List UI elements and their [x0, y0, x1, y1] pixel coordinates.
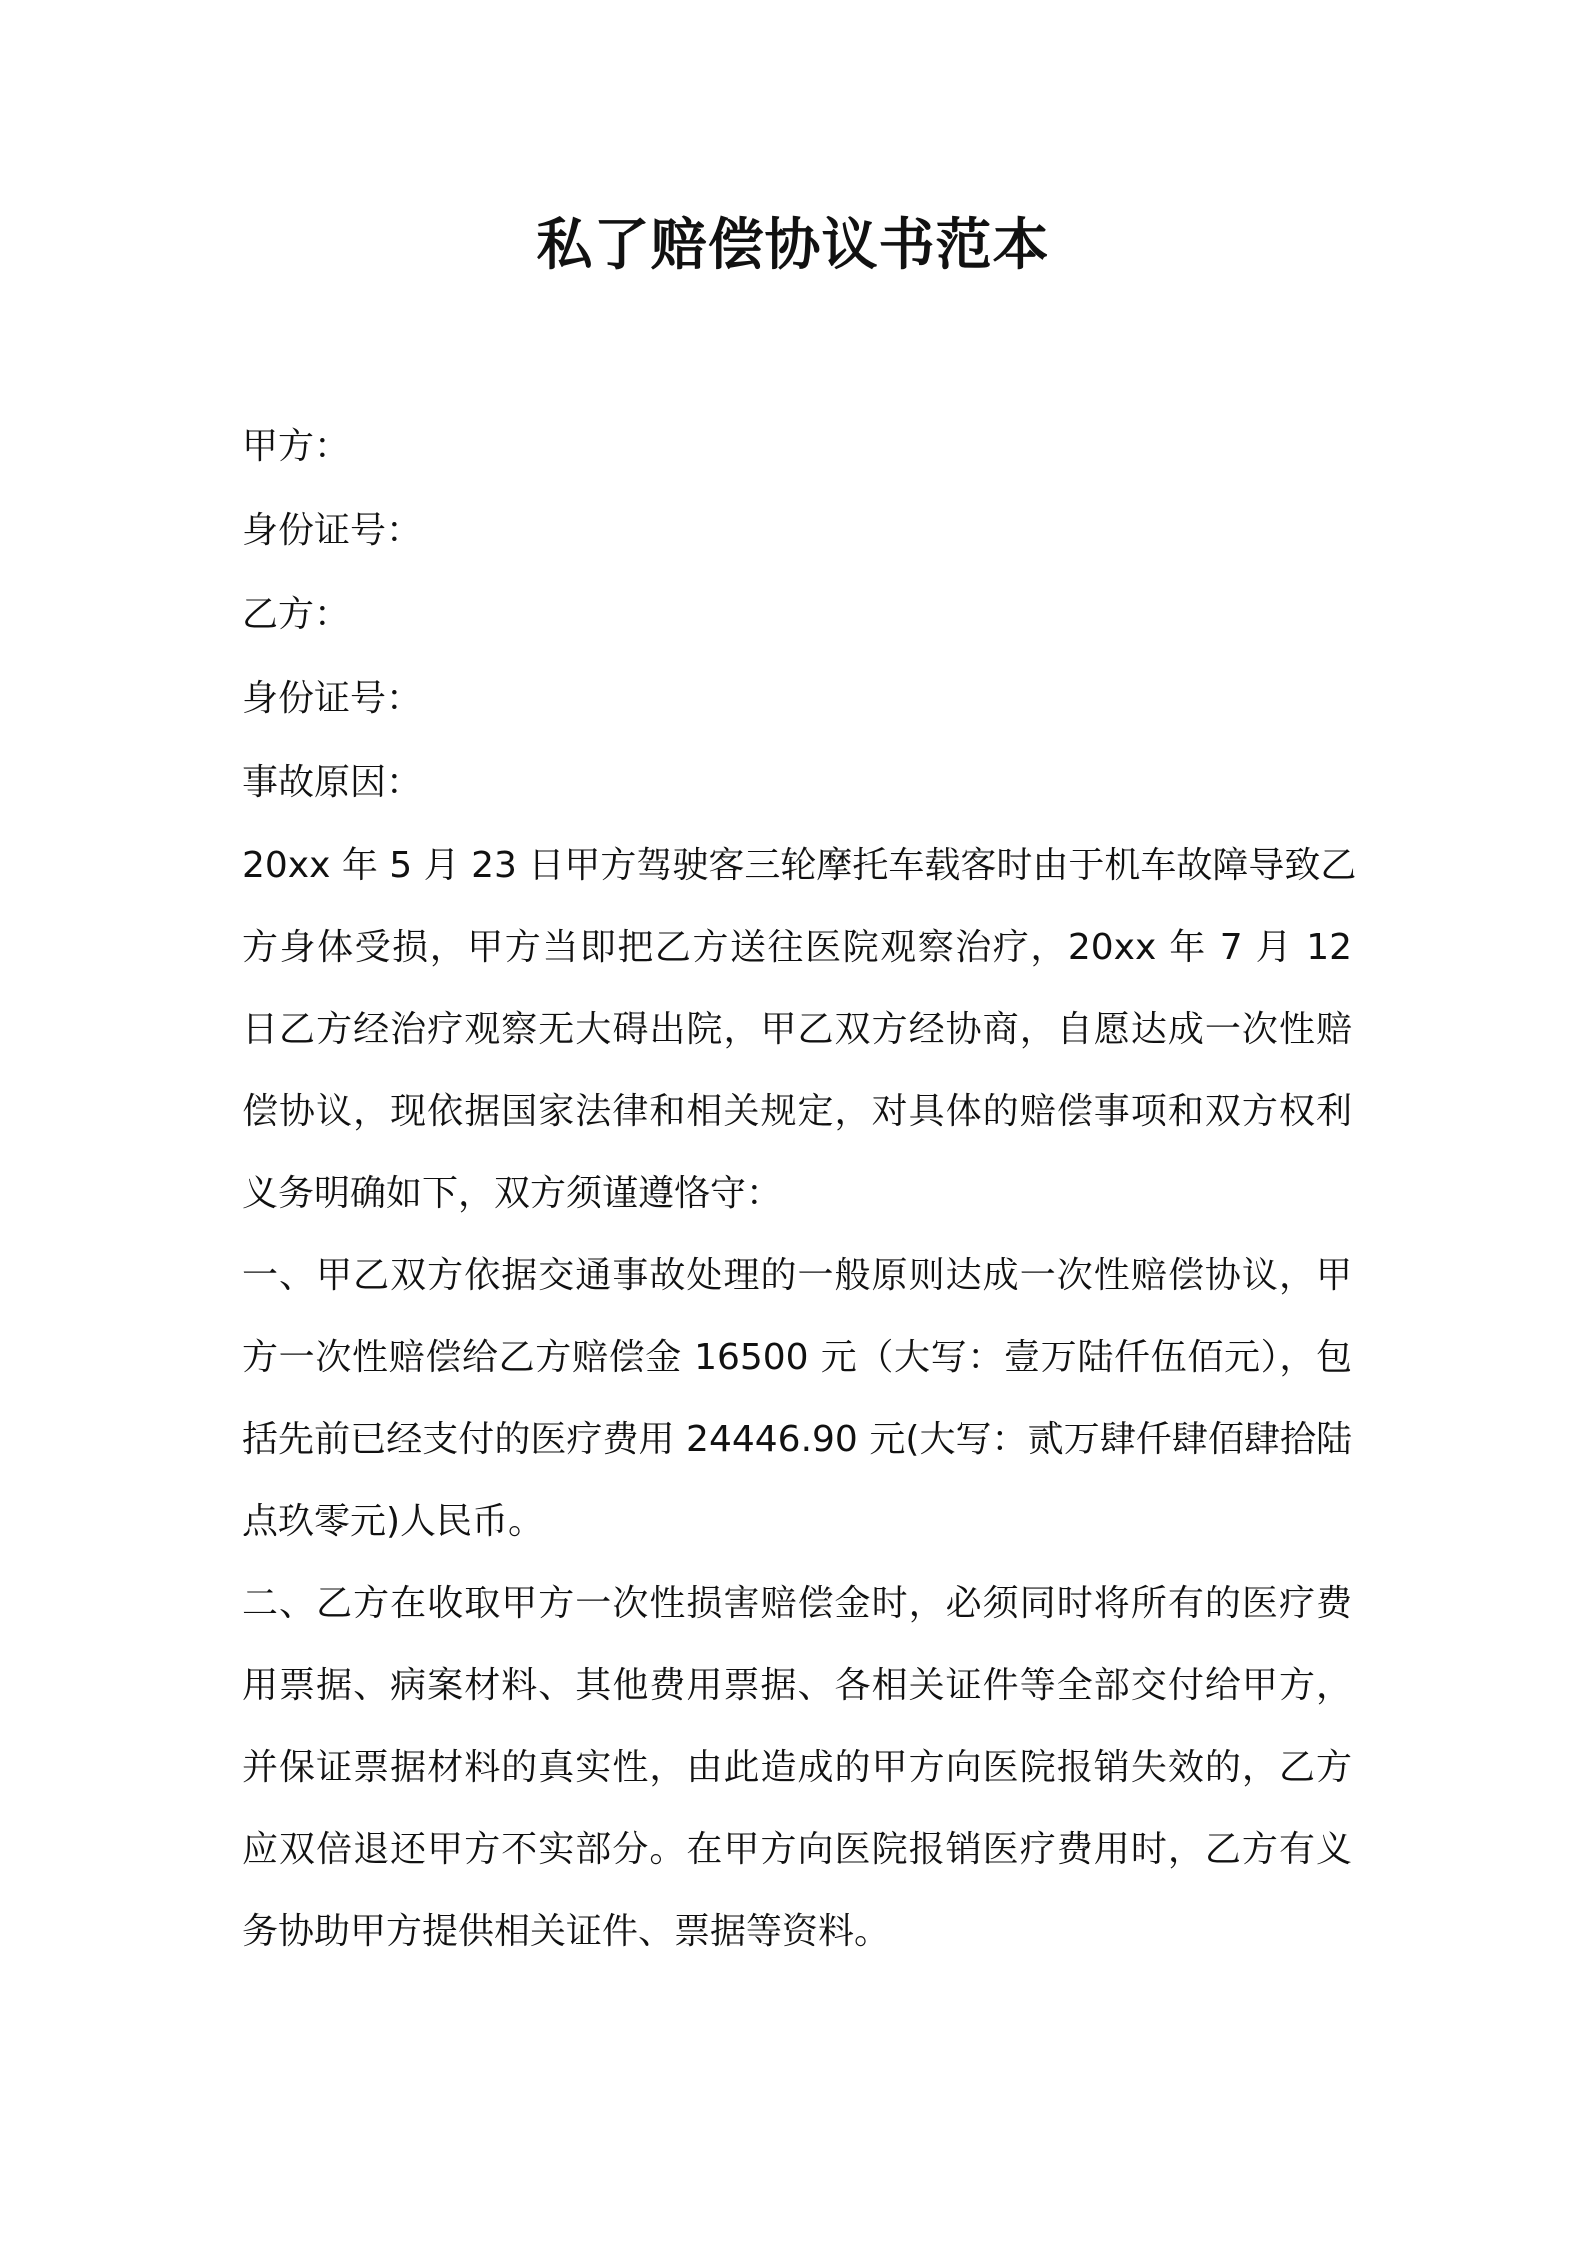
paragraph-line: 一、甲乙双方依据交通事故处理的一般原则达成一次性赔偿协议，甲	[242, 1255, 1352, 1296]
paragraph-line: 二、乙方在收取甲方一次性损害赔偿金时，必须同时将所有的医疗费	[242, 1583, 1352, 1624]
clause-one-paragraph	[242, 1235, 1352, 1563]
paragraph-line: 日乙方经治疗观察无大碍出院，甲乙双方经协商，自愿达成一次性赔	[242, 1009, 1352, 1050]
paragraph-line: 偿协议，现依据国家法律和相关规定，对具体的赔偿事项和双方权利	[242, 1091, 1352, 1132]
party-b-id-field: 身份证号：	[242, 678, 423, 719]
paragraph-line: 用票据、病案材料、其他费用票据、各相关证件等全部交付给甲方，	[242, 1665, 1352, 1706]
accident-cause-field: 事故原因：	[242, 762, 423, 803]
paragraph-line: 点玖零元)人民币。	[242, 1501, 545, 1542]
document-title: 私了赔偿协议书范本	[536, 213, 1050, 278]
party-a-id-field: 身份证号：	[242, 510, 423, 551]
paragraph-line: 义务明确如下，双方须谨遵恪守：	[242, 1173, 783, 1214]
paragraph-line: 括先前已经支付的医疗费用 24446.90 元(大写：贰万肆仟肆佰肆拾陆	[242, 1419, 1352, 1460]
paragraph-line: 方一次性赔偿给乙方赔偿金 16500 元（大写：壹万陆仟伍佰元），包	[242, 1337, 1352, 1378]
clause-two-paragraph	[242, 1563, 1352, 1973]
party-b-field: 乙方：	[242, 594, 351, 635]
party-a-field: 甲方：	[242, 426, 351, 467]
paragraph-line: 务协助甲方提供相关证件、票据等资料。	[242, 1911, 891, 1952]
paragraph-line: 并保证票据材料的真实性，由此造成的甲方向医院报销失效的，乙方	[242, 1747, 1352, 1788]
paragraph-line: 应双倍退还甲方不实部分。在甲方向医院报销医疗费用时，乙方有义	[242, 1829, 1352, 1870]
paragraph-line: 方身体受损，甲方当即把乙方送往医院观察治疗，20xx 年 7 月 12	[242, 927, 1352, 968]
document-body	[242, 405, 1357, 1973]
paragraph-line: 20xx 年 5 月 23 日甲方驾驶客三轮摩托车载客时由于机车故障导致乙	[242, 845, 1357, 886]
accident-description-paragraph	[242, 825, 1357, 1235]
